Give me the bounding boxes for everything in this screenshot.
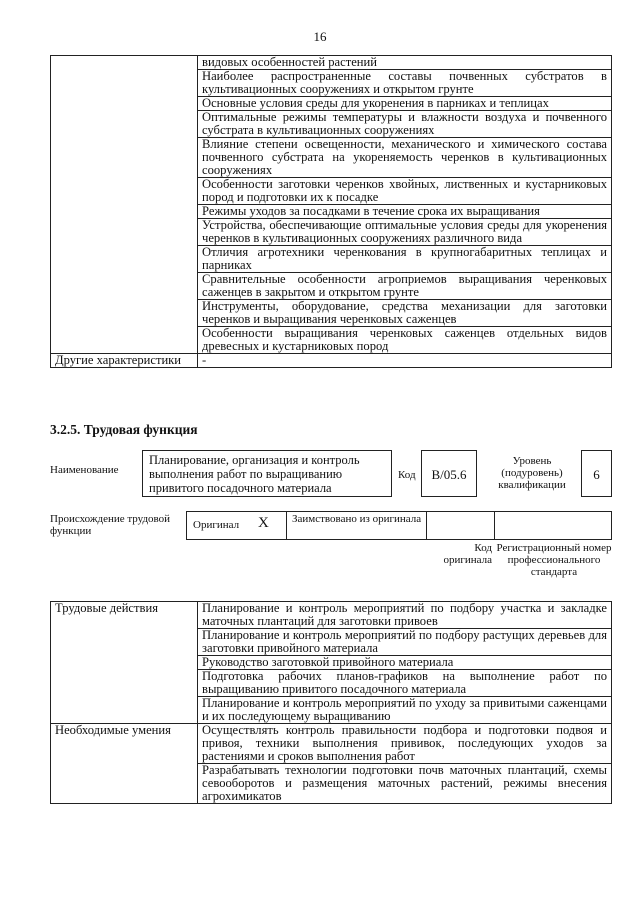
function-name-value: Планирование, организация и контроль выполнения работ по выращиванию привитого посадочного материала <box>149 453 360 495</box>
code-value: B/05.6 <box>431 467 467 482</box>
table-row: Наиболее распространенные составы почвенных субстратов в культивационных сооружениях и открытом грунте <box>198 70 612 97</box>
other-characteristics-label: Другие характеристики <box>51 354 198 368</box>
borrowed-label: Заимствовано из оригинала <box>292 513 422 525</box>
divider <box>426 511 427 540</box>
function-name-box <box>142 450 392 497</box>
table-row: Планирование и контроль мероприятий по подбору растущих деревьев для заготовки привойного материала <box>198 629 612 656</box>
table-row: Разрабатывать технологии подготовки почв маточных плантаций, схемы севооборотов и размещения маточных растений, режимы внесения агрохимикатов <box>198 764 612 804</box>
table-row: Планирование и контроль мероприятий по подбору участка и закладке маточных плантаций для заготовки привоев <box>198 602 612 629</box>
code-box <box>421 450 477 497</box>
page-number: 16 <box>313 29 327 44</box>
divider <box>286 511 287 540</box>
table-left-cell <box>51 56 198 354</box>
table-row: Основные условия среды для укоренения в парниках и теплицах <box>198 97 612 111</box>
name-label: Наименование <box>50 464 119 476</box>
table-row: Руководство заготовкой привойного материала <box>198 656 612 670</box>
table-row: Подготовка рабочих планов-графиков на выполнение работ по выращиванию привитого посадочного материала <box>198 670 612 697</box>
divider <box>494 511 495 540</box>
table-row: Планирование и контроль мероприятий по уходу за привитыми саженцами и их последующему выращиванию <box>198 697 612 724</box>
section-title: 3.2.5. Трудовая функция <box>50 422 198 437</box>
level-value: 6 <box>593 467 600 482</box>
code-label: Код <box>398 469 416 481</box>
labor-actions-table <box>50 601 612 804</box>
original-label: Оригинал <box>193 519 240 531</box>
table-row: Особенности заготовки черенков хвойных, лиственных и кустарниковых пород и подготовки их к посадке <box>198 178 612 205</box>
origin-label: Происхождение трудовой функции <box>50 513 171 537</box>
skills-label: Необходимые умения <box>51 724 198 804</box>
table-row: Устройства, обеспечивающие оптимальные условия среды для укоренения черенков в культивационных сооружениях различного вида <box>198 219 612 246</box>
level-box <box>581 450 612 497</box>
original-mark: X <box>258 515 269 531</box>
table-row: Инструменты, оборудование, средства механизации для заготовки черенков и выращивания черенковых саженцев <box>198 300 612 327</box>
actions-label: Трудовые действия <box>51 602 198 724</box>
knowledge-table <box>50 55 612 368</box>
table-row: Сравнительные особенности агроприемов выращивания черенковых саженцев в закрытом и открытом грунте <box>198 273 612 300</box>
table-row: Отличия агротехники черенкования в крупногабаритных теплицах и парниках <box>198 246 612 273</box>
table-row: Оптимальные режимы температуры и влажности воздуха и почвенного субстрата в культивационных сооружениях <box>198 111 612 138</box>
other-characteristics-value: - <box>198 354 612 368</box>
reg-number-label: Регистрационный номер профессионального стандарта <box>496 542 612 578</box>
table-row: видовых особенностей растений <box>198 56 612 70</box>
code-original-label: Код оригинала <box>443 542 492 566</box>
table-row: Режимы уходов за посадками в течение срока их выращивания <box>198 205 612 219</box>
table-row: Осуществлять контроль правильности подбора и подготовки подвоя и привоя, техники выполнения прививок, последующих уходов за растениями и сроков выполнения работ <box>198 724 612 764</box>
level-label: Уровень (подуровень) квалификации <box>498 455 566 491</box>
table-row: Особенности выращивания черенковых саженцев отдельных видов древесных и кустарниковых пород <box>198 327 612 354</box>
table-row: Влияние степени освещенности, механического и химического состава почвенного субстрата на укореняемость черенков в культивационных сооружениях <box>198 138 612 178</box>
